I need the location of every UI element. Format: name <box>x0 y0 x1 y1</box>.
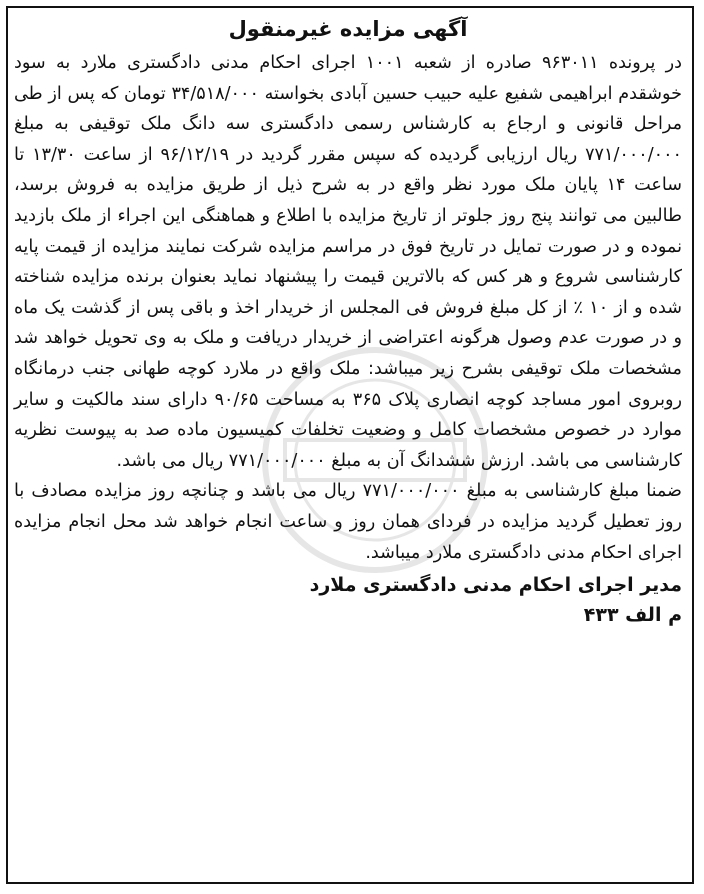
notice-note: ضمنا مبلغ کارشناسی به مبلغ ۷۷۱/۰۰۰/۰۰۰ ریال می باشد و چنانچه روز مزایده مصادف با روز تعطیل گردید مزایده در فردای همان روز و ساعت انجام خواهد شد محل انجام مزایده اجرای احکام مدنی دادگستری ملارد میباشد. <box>14 481 683 563</box>
notice-signature: مدیر اجرای احکام مدنی دادگستری ملارد <box>309 574 682 597</box>
notice-title: آگهی مزایده غیرمنقول <box>228 17 468 41</box>
notice-code: م الف ۴۳۳ <box>583 604 682 627</box>
notice-body: در پرونده ۹۶۳۰۱۱ صادره از شعبه ۱۰۰۱ اجرای احکام مدنی دادگستری ملارد به سود خوشقدم ابراهیمی شفیع علیه حبیب حسین آبادی بخواسته ۳۴/۵۱۸/۰۰۰ تومان که پس از طی مراحل قانونی و ارجاع به کارشناس رسمی دادگستری سه دانگ ملک توقیفی به مبلغ ۷۷۱/۰۰۰/۰۰۰ ریال ارزیابی گردیده که سپس مقرر گردید در ۹۶/۱۲/۱۹ از ساعت ۱۳/۳۰ تا ساعت ۱۴ پایان ملک مورد نظر واقع در به شرح ذیل از طریق مزایده به فروش برسد، طالبین می توانند پنج روز جلوتر از تاریخ مزایده با اطلاع و هماهنگی این اجراء از ملک بازدید نموده و در صورت تمایل در تاریخ فوق در مراسم مزایده شرکت نمایند مزایده از قیمت پایه کارشناسی شروع و هر کس که بالاترین قیمت را پیشنهاد نماید بعنوان برنده مزایده شناخته شده و از ۱۰ ٪ از کل مبلغ فروش فی المجلس از خریدار اخذ و باقی پس از گذشت یک ماه و در صورت عدم وصول هرگونه اعتراضی از خریدار دریافت و ملک به وی تحویل خواهد شد مشخصات ملک توقیفی بشرح زیر میباشد: ملک واقع در ملارد کوچه طهانی جنب درمانگاه روبروی امور مساجد کوچه انصاری پلاک ۳۶۵ به مساحت ۹۰/۶۵ دارای سند مالکیت و سایر موارد در خصوص مشخصات کامل و وضعیت تخلفات کمیسیون ماده صد به پیوست نظریه کارشناسی می باشد. ارزش ششدانگ آن به مبلغ ۷۷۱/۰۰۰/۰۰۰ ریال می باشد. <box>14 53 683 471</box>
notice-content <box>14 14 682 630</box>
